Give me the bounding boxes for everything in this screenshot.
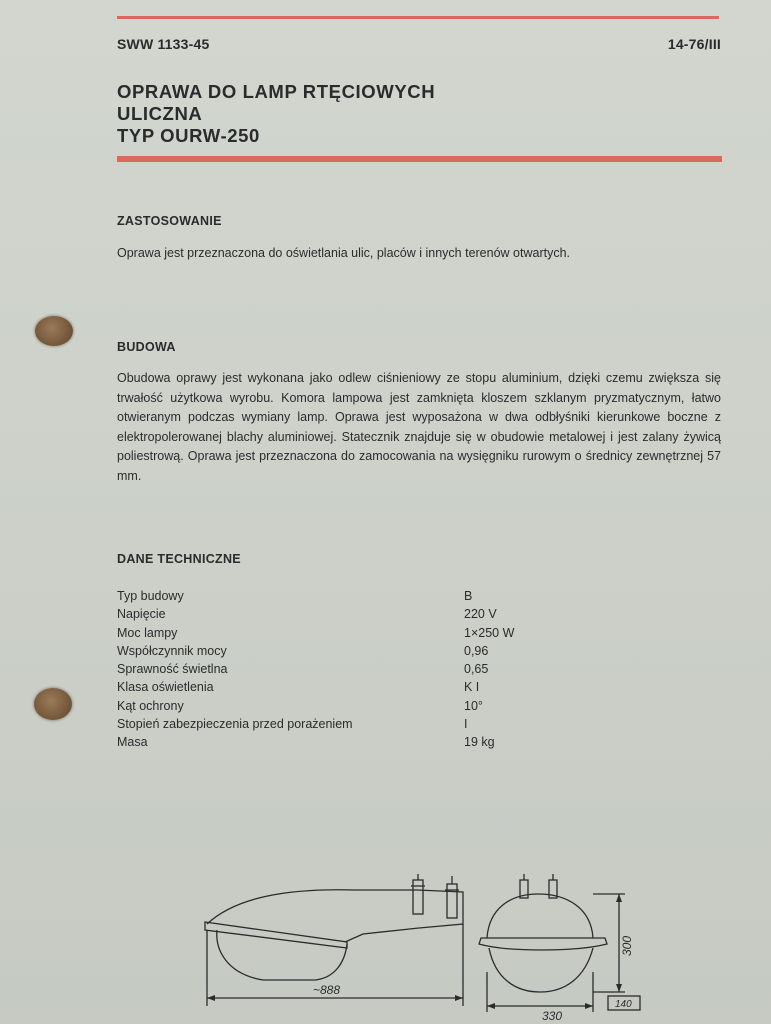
heading-dane-techniczne: DANE TECHNICZNE — [117, 552, 241, 566]
table-row — [117, 624, 514, 642]
spec-label: Współczynnik mocy — [117, 643, 227, 658]
box-label: 140 — [615, 999, 632, 1010]
spec-value: 10° — [464, 698, 483, 713]
heading-zastosowanie: ZASTOSOWANIE — [117, 214, 222, 228]
binder-hole-top — [35, 316, 73, 346]
spec-value: 1×250 W — [464, 625, 515, 640]
table-row — [117, 587, 514, 605]
spec-label: Stopień zabezpieczenia przed porażeniem — [117, 717, 353, 732]
binder-hole-bottom — [34, 688, 72, 720]
title-line-1: OPRAWA DO LAMP RTĘCIOWYCH — [117, 81, 436, 102]
side-length-label: ~888 — [313, 983, 341, 997]
spec-label: Typ budowy — [117, 589, 184, 603]
front-width-label: 330 — [542, 1009, 563, 1023]
title-line-2: ULICZNA — [117, 103, 203, 124]
document-title — [117, 81, 435, 147]
header-bottom-rule — [117, 156, 722, 162]
spec-value: I — [464, 717, 468, 732]
technical-drawings — [195, 872, 671, 1024]
spec-label: Moc lampy — [117, 625, 178, 640]
front-view-drawing — [479, 874, 640, 1012]
table-row — [117, 642, 514, 660]
table-row — [117, 733, 514, 751]
standard-code: SWW 1133-45 — [117, 36, 210, 52]
spec-label: Masa — [117, 735, 148, 750]
spec-label: Kąt ochrony — [117, 698, 184, 713]
front-height-label: 300 — [620, 935, 634, 956]
spec-value: 19 kg — [464, 735, 495, 750]
spec-label: Sprawność świetlna — [117, 662, 228, 677]
spec-label: Napięcie — [117, 607, 166, 622]
title-line-3: TYP OURW-250 — [117, 125, 260, 146]
sheet-number: 14-76/III — [667, 36, 721, 52]
heading-budowa: BUDOWA — [117, 340, 176, 354]
zastosowanie-text: Oprawa jest przeznaczona do oświetlania ulic, placów i innych terenów otwartych. — [117, 246, 571, 260]
budowa-text: Obudowa oprawy jest wykonana jako odlew ciśnieniowy ze stopu aluminium, dzięki czemu zwiększa się trwałość użytkowa wyrobu. Komora lampowa jest zamknięta kloszem szklanym pryzmatycznym, łatwo otwieranym podczas wymiany lamp. Oprawa jest wyposażona w dwa odbłyśniki kierunkowe boczne z elektropolerowanej blachy aluminiowej. Statecznik znajduje się w obudowie metalowej i jest zalany żywicą poliestrową. Oprawa jest przeznaczona do zamocowania na wysięgniku rurowym o średnicy zewnętrznej 57 mm. — [117, 371, 721, 483]
technical-data-table — [117, 587, 514, 752]
table-row — [117, 715, 514, 733]
spec-value: 0,65 — [464, 662, 489, 677]
table-row — [117, 605, 514, 623]
table-row — [117, 678, 514, 696]
table-row — [117, 697, 514, 715]
table-row — [117, 660, 514, 678]
spec-value: K I — [464, 680, 480, 695]
spec-value: 0,96 — [464, 643, 489, 658]
header-top-rule — [117, 16, 719, 19]
spec-value: 220 V — [464, 607, 497, 622]
spec-label: Klasa oświetlenia — [117, 680, 214, 695]
spec-value: B — [464, 589, 473, 603]
